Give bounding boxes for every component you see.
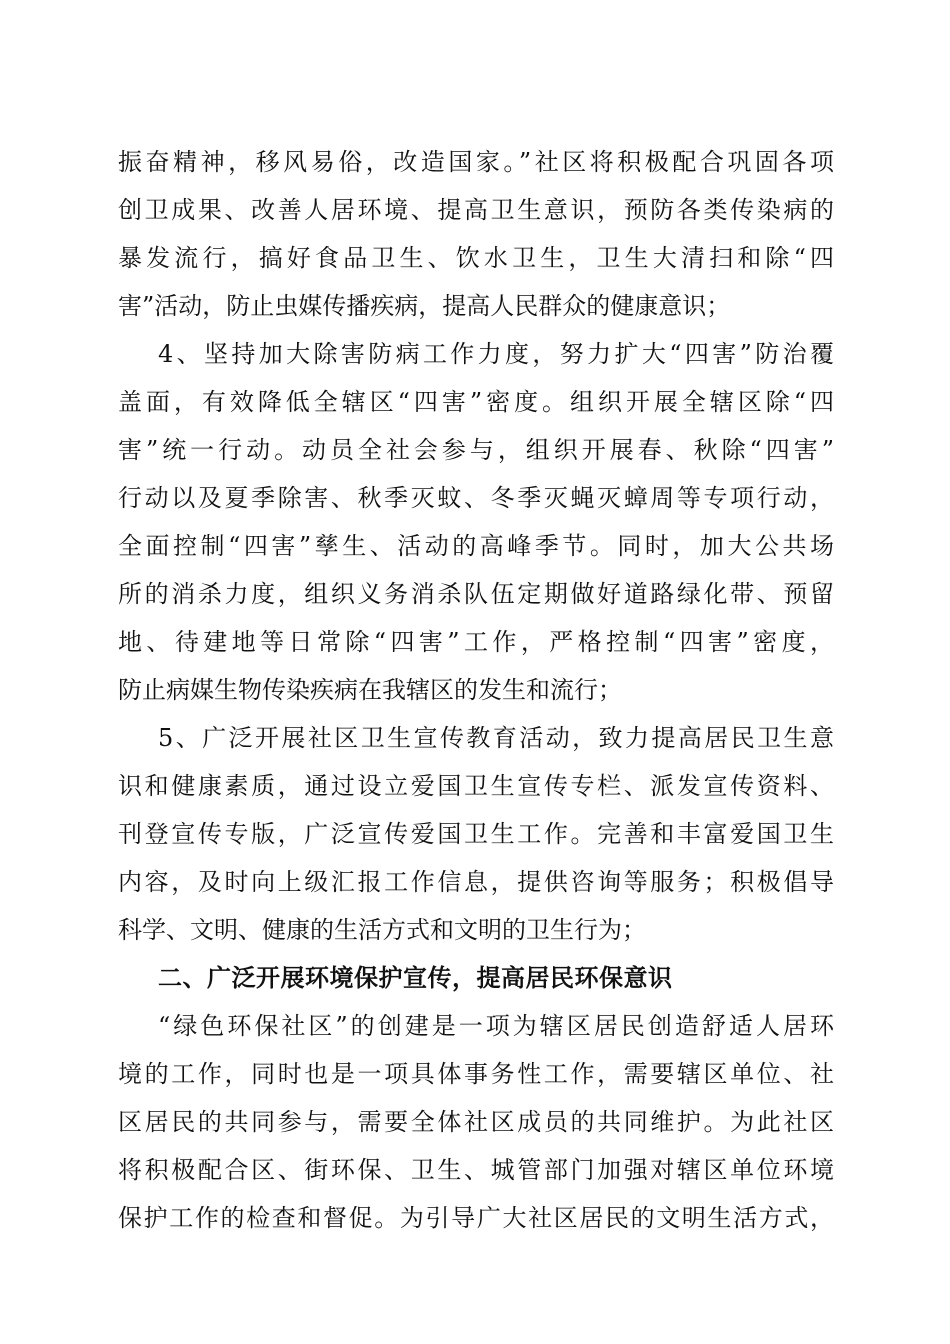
- paragraph-line: 境的工作，同时也是一项具体事务性工作，需要辖区单位、社: [118, 1060, 834, 1088]
- paragraph-line: 4、坚持加大除害防病工作力度，努力扩大“四害”防治覆: [158, 340, 834, 368]
- paragraph-line: 所的消杀力度，组织义务消杀队伍定期做好道路绿化带、预留: [118, 580, 834, 608]
- paragraph-line: 害”统一行动。动员全社会参与，组织开展春、秋除“四害”: [118, 436, 834, 464]
- paragraph-line: 将积极配合区、街环保、卫生、城管部门加强对辖区单位环境: [118, 1156, 834, 1184]
- paragraph-line: “绿色环保社区”的创建是一项为辖区居民创造舒适人居环: [158, 1012, 834, 1040]
- paragraph-line: 刊登宣传专版，广泛宣传爱国卫生工作。完善和丰富爱国卫生: [118, 820, 834, 848]
- paragraph-line: 振奋精神，移风易俗，改造国家。”社区将积极配合巩固各项: [118, 148, 834, 176]
- paragraph-line: 盖面，有效降低全辖区“四害”密度。组织开展全辖区除“四: [118, 388, 834, 416]
- paragraph-line: 防止病媒生物传染疾病在我辖区的发生和流行；: [118, 676, 622, 704]
- paragraph-line: 全面控制“四害”孳生、活动的高峰季节。同时，加大公共场: [118, 532, 834, 560]
- paragraph-line: 保护工作的检查和督促。为引导广大社区居民的文明生活方式，: [118, 1204, 834, 1232]
- paragraph-line: 地、待建地等日常除“四害”工作，严格控制“四害”密度，: [118, 628, 834, 656]
- document-body: [118, 138, 834, 1242]
- section-heading: 二、广泛开展环境保护宣传，提高居民环保意识: [158, 964, 673, 992]
- paragraph-line: 害”活动，防止虫媒传播疾病，提高人民群众的健康意识；: [118, 292, 731, 320]
- paragraph-line: 内容，及时向上级汇报工作信息，提供咨询等服务；积极倡导: [118, 868, 834, 896]
- paragraph-line: 行动以及夏季除害、秋季灭蚊、冬季灭蝇灭蟑周等专项行动，: [118, 484, 834, 512]
- paragraph-line: 5、广泛开展社区卫生宣传教育活动，致力提高居民卫生意: [158, 724, 834, 752]
- paragraph-line: 暴发流行，搞好食品卫生、饮水卫生，卫生大清扫和除“四: [118, 244, 834, 272]
- paragraph-line: 科学、文明、健康的生活方式和文明的卫生行为；: [118, 916, 646, 944]
- paragraph-line: 识和健康素质，通过设立爱国卫生宣传专栏、派发宣传资料、: [118, 772, 834, 800]
- paragraph-line: 创卫成果、改善人居环境、提高卫生意识，预防各类传染病的: [118, 196, 834, 224]
- paragraph-line: 区居民的共同参与，需要全体社区成员的共同维护。为此社区: [118, 1108, 834, 1136]
